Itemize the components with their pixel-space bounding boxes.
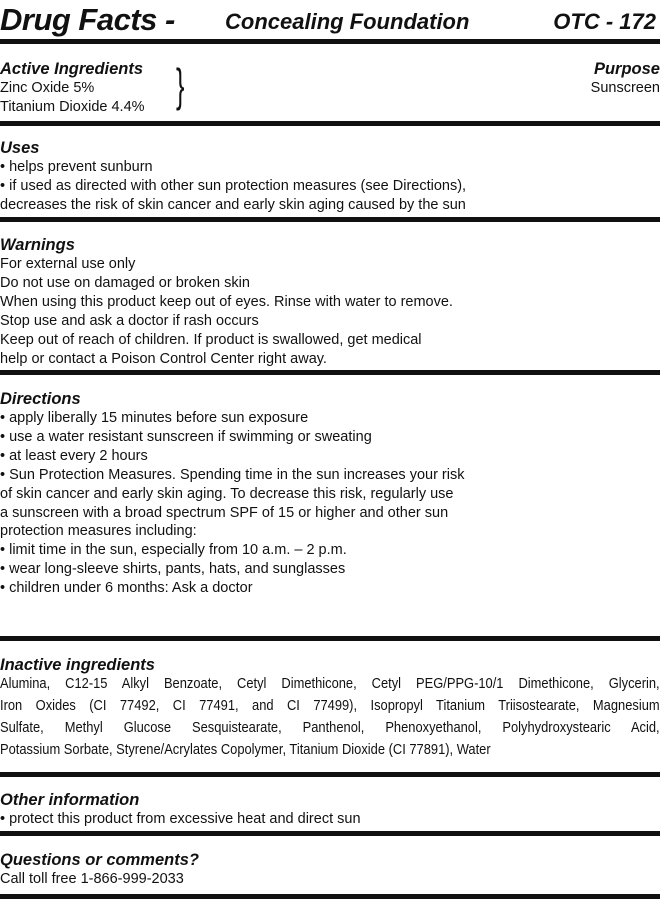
warnings-line: help or contact a Poison Control Center right away. bbox=[0, 351, 327, 367]
uses-line: decreases the risk of skin cancer and early skin aging caused by the sun bbox=[0, 197, 466, 213]
active-ingredient-item: Titanium Dioxide 4.4% bbox=[0, 99, 145, 115]
questions-heading: Questions or comments? bbox=[0, 851, 199, 869]
purpose-value: Sunscreen bbox=[590, 80, 660, 96]
active-ingredient-item: Zinc Oxide 5% bbox=[0, 80, 95, 96]
purpose-heading: Purpose bbox=[593, 60, 660, 78]
directions-line: protection measures including: bbox=[0, 523, 197, 539]
directions-line: • limit time in the sun, especially from 10 a.m. – 2 p.m. bbox=[0, 542, 347, 558]
warnings-line: Do not use on damaged or broken skin bbox=[0, 275, 250, 291]
warnings-line: When using this product keep out of eyes. Rinse with water to remove. bbox=[0, 294, 453, 310]
divider-title bbox=[0, 39, 660, 44]
active-ingredients-heading: Active Ingredients bbox=[0, 60, 144, 78]
title-product-name: Concealing Foundation bbox=[225, 9, 470, 34]
divider-other bbox=[0, 831, 660, 836]
directions-line: • children under 6 months: Ask a doctor bbox=[0, 580, 253, 596]
uses-heading: Uses bbox=[0, 139, 40, 157]
directions-line: a sunscreen with a broad spectrum SPF of 15 or higher and other sun bbox=[0, 505, 449, 521]
divider-bottom bbox=[0, 894, 660, 899]
divider-uses bbox=[0, 217, 660, 222]
inactive-ingredients-heading: Inactive ingredients bbox=[0, 656, 155, 674]
directions-line: • wear long-sleeve shirts, pants, hats, and sunglasses bbox=[0, 561, 346, 577]
warnings-heading: Warnings bbox=[0, 236, 75, 254]
directions-line: of skin cancer and early skin aging. To decrease this risk, regularly use bbox=[0, 486, 454, 502]
inactive-ingredients-line: Alumina, C12-15 Alkyl Benzoate, Cetyl Dimethicone, Cetyl PEG/PPG-10/1 Dimethicone, Glycerin, bbox=[0, 675, 660, 692]
directions-line: • at least every 2 hours bbox=[0, 448, 148, 464]
divider-directions bbox=[0, 636, 660, 641]
divider-active bbox=[0, 121, 660, 126]
title-drug-facts: Drug Facts - bbox=[0, 2, 175, 37]
other-information-line: • protect this product from excessive heat and direct sun bbox=[0, 811, 361, 827]
divider-warnings bbox=[0, 370, 660, 375]
inactive-ingredients-line: Potassium Sorbate, Styrene/Acrylates Copolymer, Titanium Dioxide (CI 77891), Water bbox=[0, 741, 491, 758]
inactive-ingredients-line: Sulfate, Methyl Glucose Sesquistearate, Panthenol, Phenoxyethanol, Polyhydroxystearic Acid, bbox=[0, 719, 660, 736]
warnings-line: Keep out of reach of children. If product is swallowed, get medical bbox=[0, 332, 422, 348]
title-row bbox=[0, 0, 660, 40]
brace-decoration: } bbox=[176, 59, 185, 111]
uses-line: • helps prevent sunburn bbox=[0, 159, 153, 175]
directions-line: • apply liberally 15 minutes before sun exposure bbox=[0, 410, 309, 426]
inactive-ingredients-text bbox=[0, 673, 660, 761]
directions-line: • Sun Protection Measures. Spending time in the sun increases your risk bbox=[0, 467, 465, 483]
directions-heading: Directions bbox=[0, 390, 81, 408]
uses-line: • if used as directed with other sun protection measures (see Directions), bbox=[0, 178, 467, 194]
other-information-heading: Other information bbox=[0, 791, 140, 809]
warnings-line: Stop use and ask a doctor if rash occurs bbox=[0, 313, 259, 329]
warnings-line: For external use only bbox=[0, 256, 136, 272]
directions-line: • use a water resistant sunscreen if swimming or sweating bbox=[0, 429, 372, 445]
inactive-ingredients-line: Iron Oxides (CI 77492, CI 77491, and CI 77499), Isopropyl Titanium Triisostearate, Magnesium bbox=[0, 697, 660, 714]
title-otc-code: OTC - 172 bbox=[553, 9, 656, 34]
questions-line: Call toll free 1-866-999-2033 bbox=[0, 871, 184, 887]
divider-inactive bbox=[0, 772, 660, 777]
